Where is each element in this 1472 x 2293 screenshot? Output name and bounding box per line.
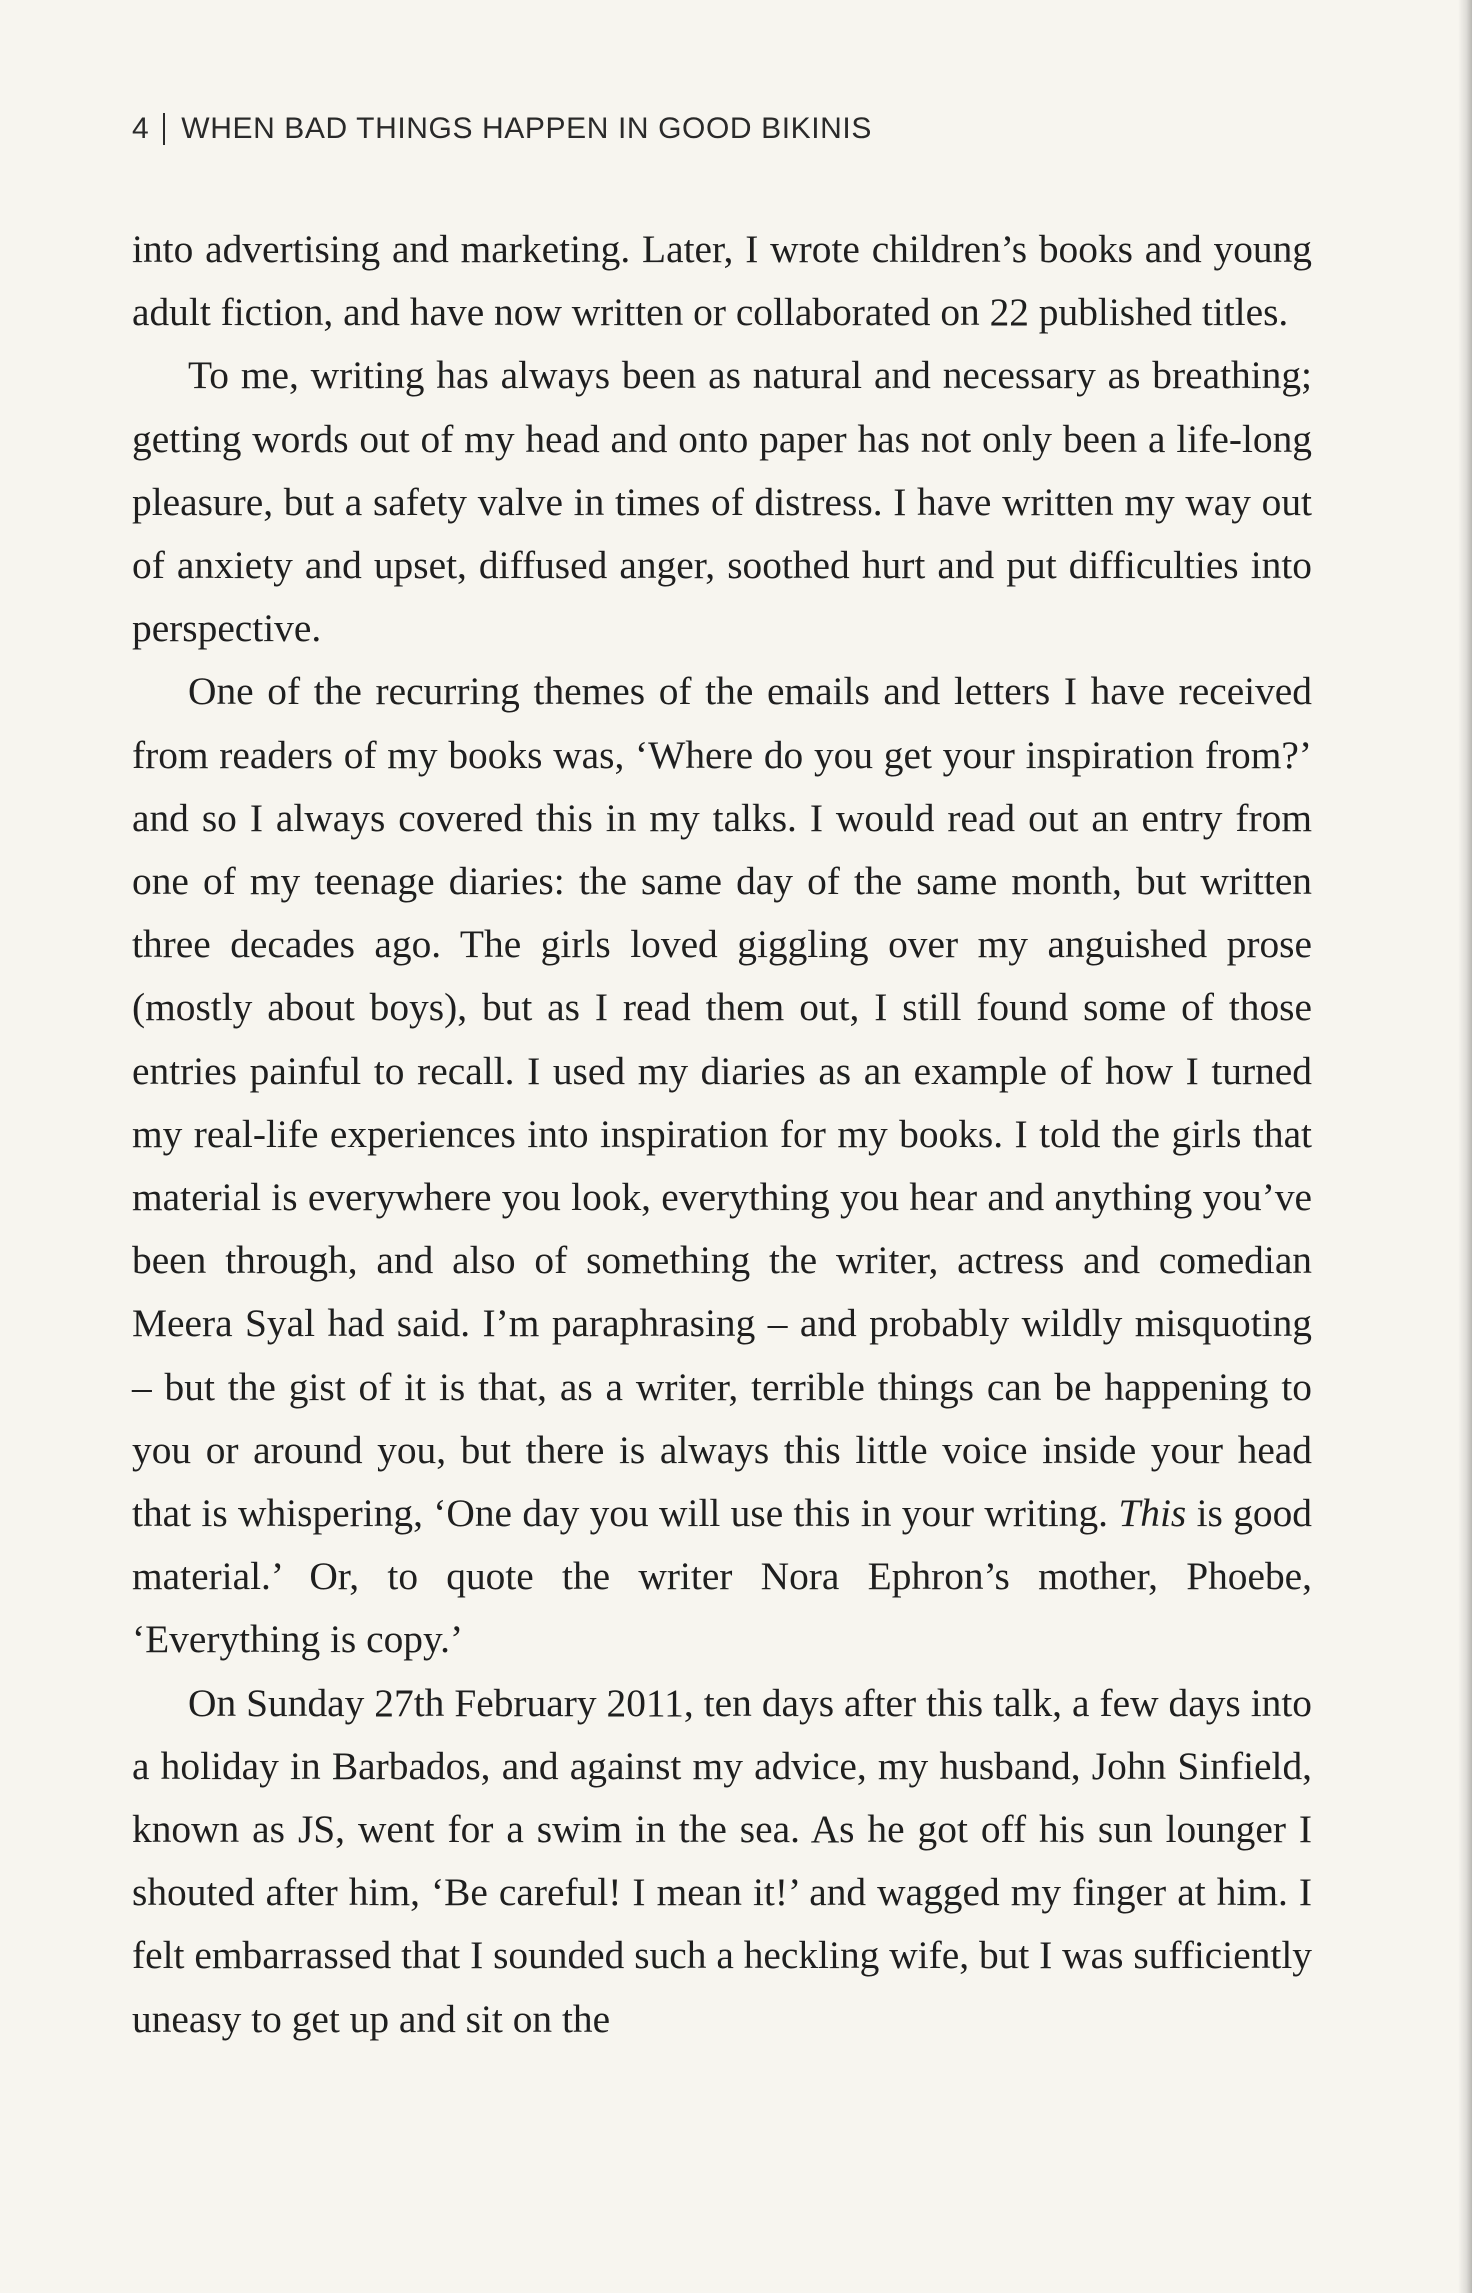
paragraph-4: On Sunday 27th February 2011, ten days after this talk, a few days into a holiday in Barbados, and against my advice, my husband, John Sinfield, known as JS, went for a swim in the sea. As he got off his sun lounger I shouted after him, ‘Be careful! I mean it!’ and wagged my finger at him. I felt embarrassed that I sounded such a heckling wife, but I was sufficiently uneasy to get up and sit on the <box>132 1680 1312 2041</box>
paragraph-3-text-before-italic: One of the recurring themes of the emails and letters I have received from readers of my books was, ‘Where do you get your inspiration from?’ and so I always covered this in my talks. I would read out an entry from one of my teenage diaries: the same day of the same month, but written three decades ago. The girls loved giggling over my anguished prose (mostly about boys), but as I read them out, I still found some of those entries painful to recall. I used my diaries as an example of how I turned my real-life experiences into inspiration for my books. I told the girls that material is everywhere you look, everything you hear and anything you’ve been through, and also of something the writer, actress and comedian Meera Syal had said. I’m paraphrasing – and probably wildly misquoting – but the gist of it is that, as a writer, terrible things can be happening to you or around you, but there is always this little voice inside your head that is whispering, ‘One day you will use this in your writing. <box>132 669 1312 1536</box>
page-number: 4 <box>132 112 150 145</box>
paragraph-2: To me, writing has always been as natural and necessary as breathing; getting words out of my head and onto paper has not only been a life-long pleasure, but a safety valve in times of distress. I have written my way out of anxiety and upset, diffused anger, soothed hurt and put difficulties into perspective. <box>132 353 1312 651</box>
paragraph-3-italic-word: This <box>1118 1491 1187 1536</box>
running-head-divider <box>163 113 165 145</box>
running-head <box>132 108 1362 150</box>
paragraph-1: into advertising and marketing. Later, I wrote children’s books and young adult fiction, and have now written or collaborated on 22 published titles. <box>132 227 1312 335</box>
body-text <box>132 218 1312 2051</box>
page-edge-shadow <box>1458 0 1472 2293</box>
paragraph-3-text-after-italic: is good material.’ Or, to quote the writer Nora Ephron’s mother, Phoebe, ‘Everything is copy.’ <box>132 1491 1312 1662</box>
book-title: WHEN BAD THINGS HAPPEN IN GOOD BIKINIS <box>181 112 872 145</box>
paragraph-3 <box>132 660 1312 1671</box>
